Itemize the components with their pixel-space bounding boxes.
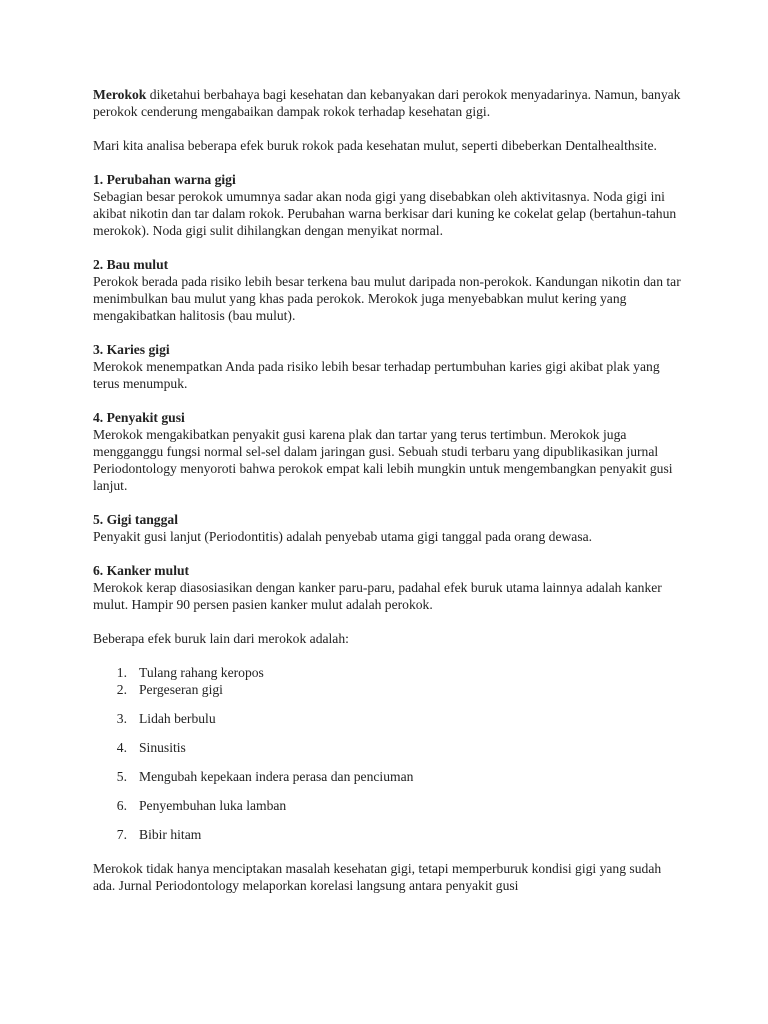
list-item xyxy=(93,768,683,785)
list-item xyxy=(93,826,683,843)
list-item xyxy=(93,797,683,814)
intro-bold-word: Merokok xyxy=(93,87,147,102)
section-body: Merokok menempatkan Anda pada risiko lebih besar terhadap pertumbuhan karies gigi akibat plak yang terus menumpuk. xyxy=(93,359,660,391)
list-item-text: Pergeseran gigi xyxy=(139,682,223,697)
list-item-text: Lidah berbulu xyxy=(139,711,216,726)
section-title: 6. Kanker mulut xyxy=(93,563,190,578)
other-effects-list xyxy=(93,664,683,843)
intro-text: diketahui berbahaya bagi kesehatan dan kebanyakan dari perokok menyadarinya. Namun, banyak perokok cenderung mengabaikan dampak rokok terhadap kesehatan gigi. xyxy=(93,87,681,119)
list-item-number: 3. xyxy=(116,711,127,726)
list-item-number: 7. xyxy=(116,827,127,842)
list-item-number: 1. xyxy=(116,665,127,680)
closing-paragraph: Merokok tidak hanya menciptakan masalah kesehatan gigi, tetapi memperburuk kondisi gigi yang sudah ada. Jurnal Periodontology melaporkan korelasi langsung antara penyakit gusi xyxy=(93,861,662,893)
list-item-number: 4. xyxy=(116,740,127,755)
section-tooth-decay xyxy=(93,341,683,392)
analysis-intro-paragraph: Mari kita analisa beberapa efek buruk rokok pada kesehatan mulut, seperti dibeberkan Dentalhealthsite. xyxy=(93,138,657,153)
list-item-number: 2. xyxy=(116,682,127,697)
section-title: 5. Gigi tanggal xyxy=(93,512,178,527)
section-body: Merokok mengakibatkan penyakit gusi karena plak dan tartar yang terus tertimbun. Merokok juga mengganggu fungsi normal sel-sel dalam jaringan gusi. Sebuah studi terbaru yang dipublikasikan jurnal Periodontology menyoroti bahwa perokok empat kali lebih mungkin untuk mengembangkan penyakit gusi lanjut. xyxy=(93,427,673,493)
list-item xyxy=(93,681,683,698)
section-tooth-discoloration xyxy=(93,171,683,239)
list-item xyxy=(93,739,683,756)
section-body: Perokok berada pada risiko lebih besar terkena bau mulut daripada non-perokok. Kandungan nikotin dan tar menimbulkan bau mulut yang khas pada perokok. Merokok juga menyebabkan mulut kering yang mengakibatkan halitosis (bau mulut). xyxy=(93,274,681,323)
other-effects-intro: Beberapa efek buruk lain dari merokok adalah: xyxy=(93,631,349,646)
section-body: Merokok kerap diasosiasikan dengan kanker paru-paru, padahal efek buruk utama lainnya adalah kanker mulut. Hampir 90 persen pasien kanker mulut adalah perokok. xyxy=(93,580,662,612)
section-tooth-loss xyxy=(93,511,683,545)
section-title: 4. Penyakit gusi xyxy=(93,410,185,425)
list-item xyxy=(93,710,683,727)
list-item xyxy=(93,664,683,681)
section-bad-breath xyxy=(93,256,683,324)
section-gum-disease xyxy=(93,409,683,494)
section-body: Penyakit gusi lanjut (Periodontitis) adalah penyebab utama gigi tanggal pada orang dewasa. xyxy=(93,529,593,544)
list-item-number: 5. xyxy=(116,769,127,784)
intro-paragraph xyxy=(93,86,683,120)
section-title: 3. Karies gigi xyxy=(93,342,170,357)
section-body: Sebagian besar perokok umumnya sadar akan noda gigi yang disebabkan oleh aktivitasnya. Noda gigi ini akibat nikotin dan tar dalam rokok. Perubahan warna berkisar dari kuning ke cokelat gelap (bertahun-tahun merokok). Noda gigi sulit dihilangkan dengan menyikat normal. xyxy=(93,189,677,238)
section-title: 1. Perubahan warna gigi xyxy=(93,172,236,187)
list-item-text: Penyembuhan luka lamban xyxy=(139,798,287,813)
list-item-text: Sinusitis xyxy=(139,740,186,755)
list-item-text: Bibir hitam xyxy=(139,827,202,842)
document-page xyxy=(93,86,683,911)
section-title: 2. Bau mulut xyxy=(93,257,169,272)
list-item-number: 6. xyxy=(116,798,127,813)
section-oral-cancer xyxy=(93,562,683,613)
list-item-text: Tulang rahang keropos xyxy=(139,665,264,680)
list-item-text: Mengubah kepekaan indera perasa dan penciuman xyxy=(139,769,414,784)
